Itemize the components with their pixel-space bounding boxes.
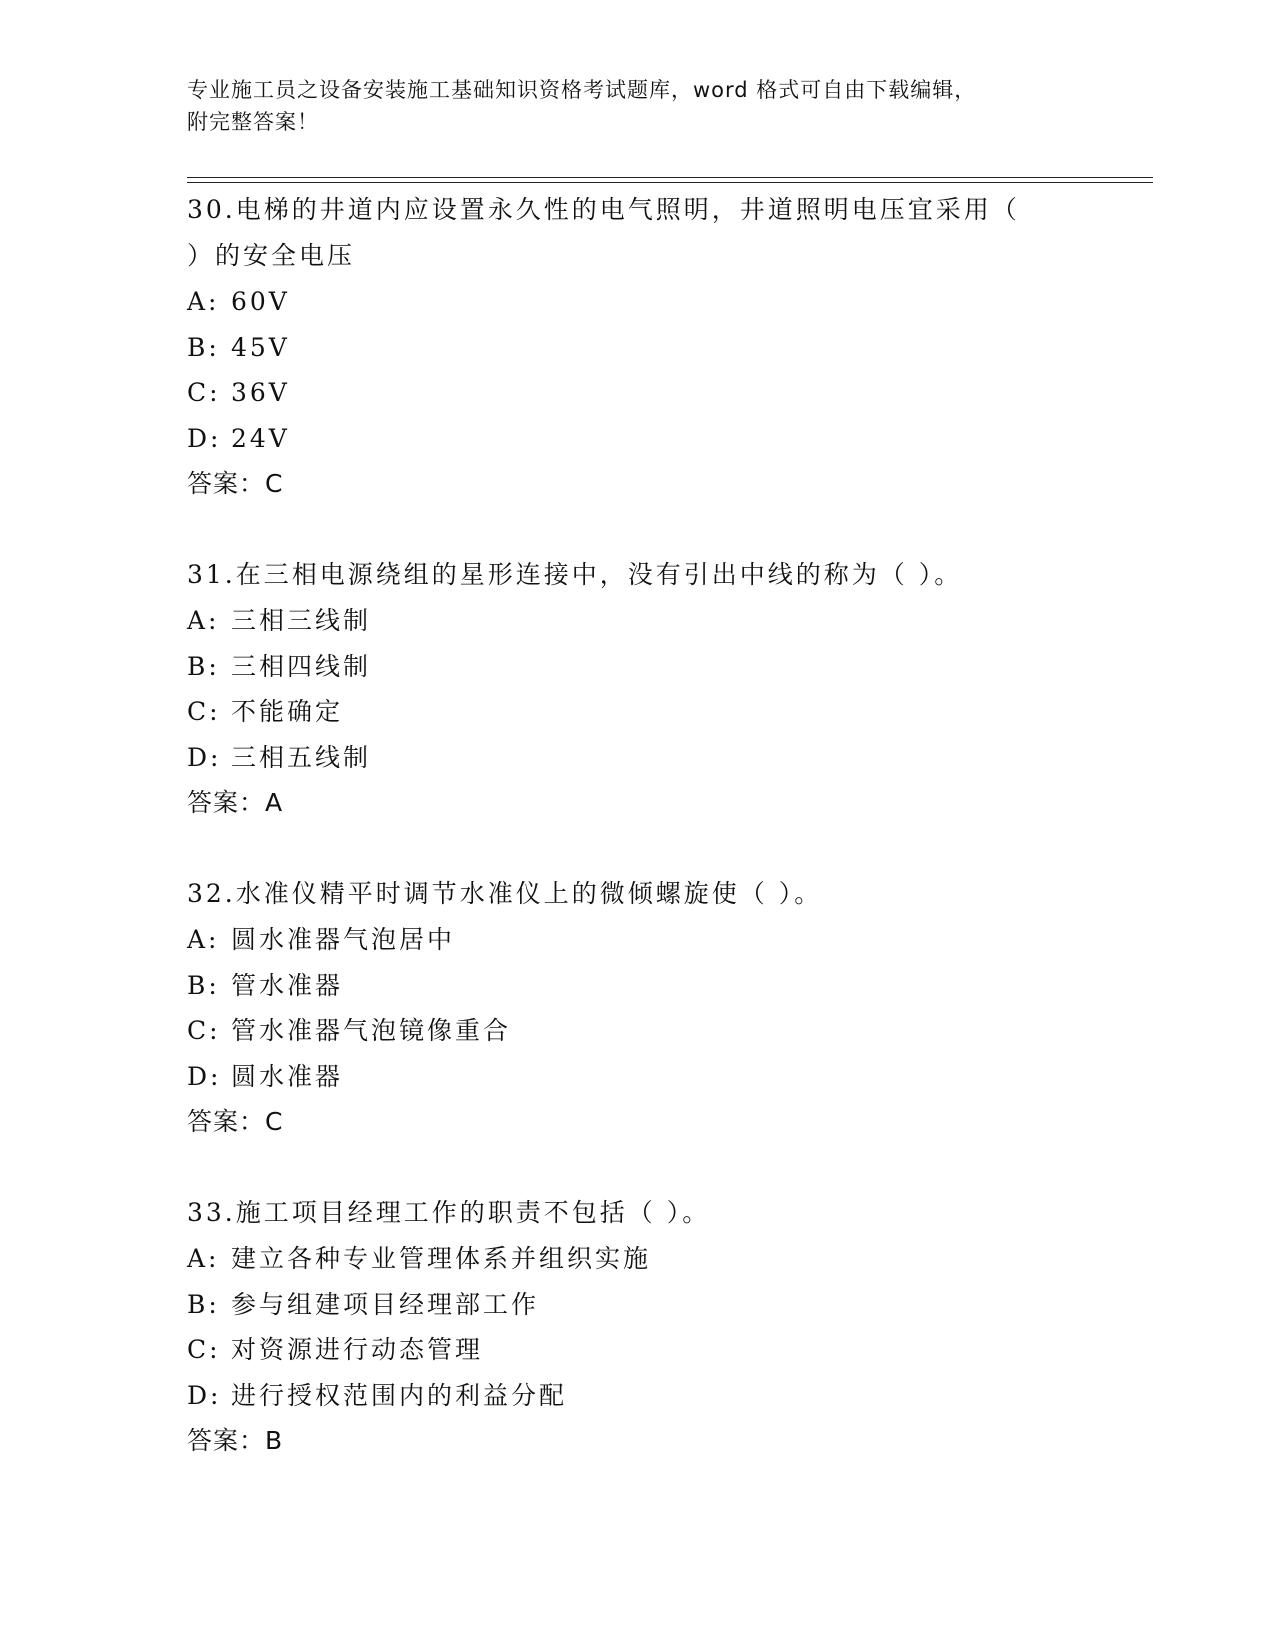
- option-text: 三相五线制: [231, 742, 372, 772]
- option-letter: C:: [187, 697, 221, 726]
- option-text: 对资源进行动态管理: [231, 1335, 484, 1364]
- option-text: 45V: [231, 332, 290, 362]
- option-text: 三相三线制: [231, 606, 372, 635]
- question-33: [187, 1190, 1047, 1464]
- question-30: [187, 187, 1047, 507]
- option-text: 管水准器: [231, 970, 344, 1000]
- question-text-line: 31.在三相电源绕组的星形连接中，没有引出中线的称为（ ）。: [187, 560, 963, 589]
- header-line-1: 专业施工员之设备安装施工基础知识资格考试题库，word 格式可自由下载编辑，: [187, 78, 977, 102]
- question-text-line: ）的安全电压: [187, 241, 356, 270]
- question-text-line: 30.电梯的井道内应设置永久性的电气照明，井道照明电压宜采用（: [187, 195, 1020, 224]
- option-letter: C:: [187, 1335, 221, 1364]
- header-divider-bottom: [187, 182, 1153, 183]
- option-text: 参与组建项目经理部工作: [231, 1289, 540, 1319]
- option-a: [187, 1236, 1047, 1282]
- option-letter: D:: [187, 423, 222, 453]
- header-divider-top: [187, 177, 1153, 178]
- option-letter: B:: [187, 1289, 220, 1319]
- option-d: [187, 416, 1047, 462]
- option-text: 圆水准器气泡居中: [231, 925, 456, 954]
- header-line-2: 附完整答案！: [187, 110, 319, 134]
- option-a: [187, 279, 1047, 325]
- option-letter: B:: [187, 970, 220, 1000]
- question-text-line: 32.水准仪精平时调节水准仪上的微倾螺旋使（ ）。: [187, 879, 823, 908]
- option-c: [187, 689, 1047, 735]
- option-c: [187, 370, 1047, 416]
- option-b: [187, 644, 1047, 690]
- option-text: 36V: [231, 378, 290, 407]
- option-b: [187, 1282, 1047, 1328]
- option-letter: C:: [187, 378, 221, 407]
- option-d: [187, 1054, 1047, 1100]
- option-c: [187, 1327, 1047, 1373]
- option-letter: B:: [187, 651, 220, 681]
- option-text: 三相四线制: [231, 651, 372, 681]
- option-letter: A:: [187, 287, 220, 316]
- option-letter: A:: [187, 606, 220, 635]
- option-letter: D:: [187, 1380, 222, 1410]
- question-31: [187, 552, 1047, 826]
- option-a: [187, 917, 1047, 963]
- option-letter: A:: [187, 925, 220, 954]
- answer-line: 答案：C: [187, 469, 284, 498]
- option-letter: A:: [187, 1244, 220, 1273]
- answer-line: 答案：B: [187, 1426, 284, 1455]
- option-text: 进行授权范围内的利益分配: [231, 1380, 568, 1410]
- option-b: [187, 325, 1047, 371]
- answer-line: 答案：C: [187, 1107, 284, 1136]
- option-text: 60V: [231, 287, 290, 316]
- option-letter: C:: [187, 1016, 221, 1045]
- option-c: [187, 1008, 1047, 1054]
- answer-line: 答案：A: [187, 788, 284, 817]
- question-32: [187, 871, 1047, 1145]
- document-header: [187, 74, 1087, 138]
- option-text: 不能确定: [231, 697, 344, 726]
- option-text: 圆水准器: [231, 1061, 344, 1091]
- option-a: [187, 598, 1047, 644]
- option-d: [187, 1373, 1047, 1419]
- option-d: [187, 735, 1047, 781]
- option-letter: D:: [187, 742, 222, 772]
- option-letter: B:: [187, 332, 220, 362]
- option-text: 建立各种专业管理体系并组织实施: [231, 1244, 652, 1273]
- option-letter: D:: [187, 1061, 222, 1091]
- option-b: [187, 963, 1047, 1009]
- option-text: 管水准器气泡镜像重合: [231, 1016, 512, 1045]
- question-text-line: 33.施工项目经理工作的职责不包括（ ）。: [187, 1198, 711, 1227]
- option-text: 24V: [231, 423, 290, 453]
